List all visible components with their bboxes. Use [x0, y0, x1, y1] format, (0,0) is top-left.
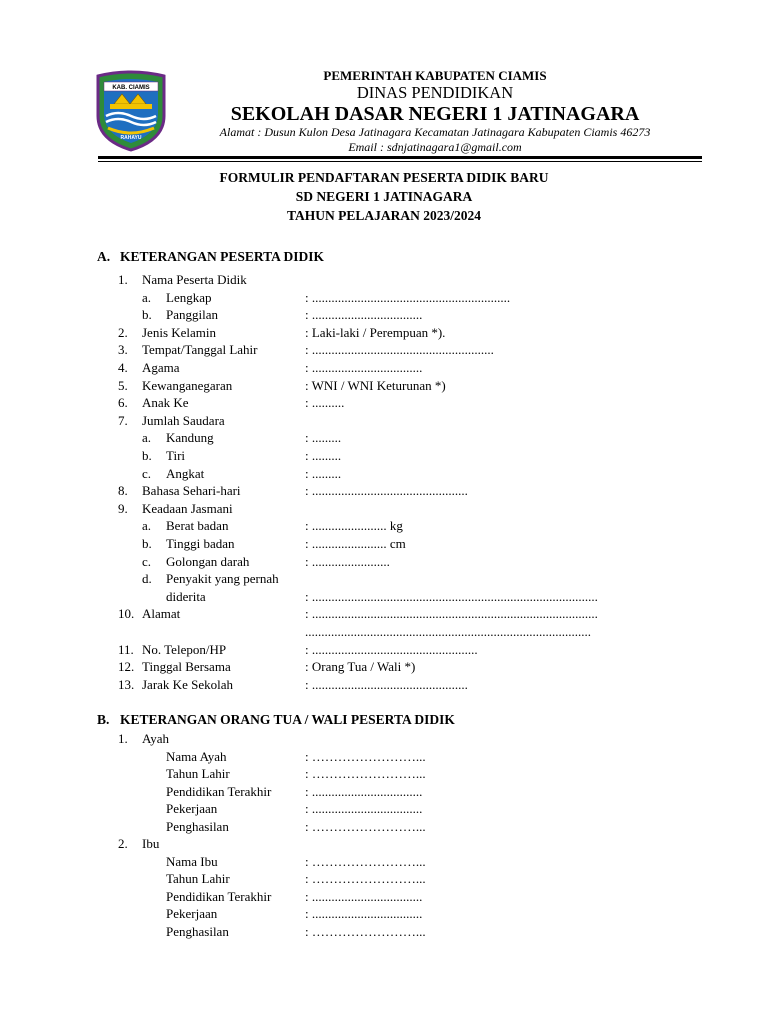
section-title: KETERANGAN ORANG TUA / WALI PESERTA DIDIK — [120, 712, 455, 727]
row-sub-letter: c. — [142, 554, 152, 569]
field-label: Pendidikan Terakhir — [166, 784, 272, 799]
field-label: Alamat — [142, 606, 181, 621]
row-number: 9. — [118, 501, 128, 516]
field-value-blank: : ................................................... — [305, 642, 478, 657]
row-sub-letter: b. — [142, 307, 152, 322]
field-label: Penghasilan — [166, 819, 229, 834]
row-sub-letter: b. — [142, 448, 152, 463]
ciamis-regency-emblem — [96, 70, 166, 152]
field-label: Nama Peserta Didik — [142, 272, 247, 287]
row-number: 5. — [118, 378, 128, 393]
letterhead-thin-rule — [98, 161, 702, 162]
row-sub-letter: d. — [142, 571, 152, 586]
field-value-blank: : ……………………... — [305, 819, 426, 834]
field-label: Golongan darah — [166, 554, 250, 569]
field-label: Lengkap — [166, 290, 212, 305]
row-sub-letter: a. — [142, 290, 152, 305]
svg-text:RAHAYU: RAHAYU — [120, 135, 142, 141]
field-label: Panggilan — [166, 307, 218, 322]
field-value-blank: : .................................. — [305, 784, 423, 799]
row-number: 7. — [118, 413, 128, 428]
field-value-blank: : Orang Tua / Wali *) — [305, 659, 416, 674]
field-value-blank: : .................................. — [305, 801, 423, 816]
field-label: Tiri — [166, 448, 186, 463]
field-label: Agama — [142, 360, 180, 375]
field-value-blank: : .......... — [305, 395, 345, 410]
field-value-blank: ........................................................................................ — [305, 624, 591, 639]
school-email: Email : sdnjatinagara1@gmail.com — [348, 140, 522, 154]
field-label: diderita — [166, 589, 206, 604]
field-value-blank: : ............................................................. — [305, 290, 511, 305]
row-number: 4. — [118, 360, 128, 375]
row-sub-letter: c. — [142, 466, 152, 481]
school-address: Alamat : Dusun Kulon Desa Jatinagara Kecamatan Jatinagara Kabupaten Ciamis 46273 — [219, 125, 651, 139]
section-letter: A. — [97, 249, 111, 264]
row-number: 10. — [118, 606, 135, 621]
field-value-blank: : ....................... cm — [305, 536, 406, 551]
row-number: 1. — [118, 272, 128, 287]
group-number: 1. — [118, 731, 128, 746]
group-label: Ibu — [142, 836, 160, 851]
field-value-blank: : .................................. — [305, 906, 423, 921]
field-label: Jarak Ke Sekolah — [142, 677, 233, 692]
row-number: 12. — [118, 659, 135, 674]
field-value-blank: : .................................. — [305, 307, 423, 322]
field-label: Pendidikan Terakhir — [166, 889, 272, 904]
field-label: Jumlah Saudara — [142, 413, 225, 428]
section-letter: B. — [97, 712, 110, 727]
section-title: KETERANGAN PESERTA DIDIK — [120, 249, 325, 264]
field-value-blank: : ......... — [305, 430, 342, 445]
field-value-blank: : Laki-laki / Perempuan *). — [305, 325, 446, 340]
row-number: 11. — [118, 642, 134, 657]
field-label: Tempat/Tanggal Lahir — [142, 342, 258, 357]
field-label: Tinggi badan — [166, 536, 235, 551]
field-label: Tahun Lahir — [166, 766, 230, 781]
group-number: 2. — [118, 836, 128, 851]
field-value-blank: : ....................... kg — [305, 518, 403, 533]
form-title: FORMULIR PENDAFTARAN PESERTA DIDIK BARU — [219, 170, 549, 185]
government-name: PEMERINTAH KABUPATEN CIAMIS — [323, 68, 547, 83]
form-subtitle-school: SD NEGERI 1 JATINAGARA — [295, 189, 473, 204]
form-subtitle-year: TAHUN PELAJARAN 2023/2024 — [286, 208, 481, 223]
svg-text:KAB. CIAMIS: KAB. CIAMIS — [112, 85, 150, 91]
field-value-blank: : ……………………... — [305, 854, 426, 869]
field-value-blank: : ……………………... — [305, 871, 426, 886]
field-label: Jenis Kelamin — [142, 325, 217, 340]
school-name: SEKOLAH DASAR NEGERI 1 JATINAGARA — [230, 103, 640, 125]
field-label: Tahun Lahir — [166, 871, 230, 886]
field-label: Pekerjaan — [166, 801, 218, 816]
field-label: Angkat — [166, 466, 205, 481]
letterhead-thick-rule — [98, 156, 702, 159]
row-number: 2. — [118, 325, 128, 340]
field-value-blank: : .................................. — [305, 889, 423, 904]
field-label: Anak Ke — [142, 395, 189, 410]
field-value-blank: : ……………………... — [305, 749, 426, 764]
field-label: Penyakit yang pernah — [166, 571, 279, 586]
field-value-blank: : ........................................................................................ — [305, 606, 598, 621]
group-label: Ayah — [142, 731, 169, 746]
field-value-blank: : ........................................................................................ — [305, 589, 598, 604]
field-label: Nama Ayah — [166, 749, 227, 764]
field-label: Keadaan Jasmani — [142, 501, 233, 516]
field-label: Nama Ibu — [166, 854, 218, 869]
row-sub-letter: a. — [142, 518, 152, 533]
field-value-blank: : .................................. — [305, 360, 423, 375]
row-number: 6. — [118, 395, 128, 410]
field-value-blank: : ……………………... — [305, 924, 426, 939]
field-label: Pekerjaan — [166, 906, 218, 921]
field-value-blank: : WNI / WNI Keturunan *) — [305, 378, 446, 393]
field-label: Berat badan — [166, 518, 229, 533]
row-number: 13. — [118, 677, 135, 692]
row-number: 8. — [118, 483, 128, 498]
field-value-blank: : ......... — [305, 448, 342, 463]
field-value-blank: : ......... — [305, 466, 342, 481]
field-label: Kewanganegaran — [142, 378, 233, 393]
row-sub-letter: a. — [142, 430, 152, 445]
field-label: Penghasilan — [166, 924, 229, 939]
field-value-blank: : ................................................ — [305, 677, 468, 692]
field-label: No. Telepon/HP — [142, 642, 227, 657]
row-sub-letter: b. — [142, 536, 152, 551]
field-label: Tinggal Bersama — [142, 659, 231, 674]
field-label: Bahasa Sehari-hari — [142, 483, 241, 498]
field-value-blank: : ........................ — [305, 554, 390, 569]
row-number: 3. — [118, 342, 128, 357]
department-name: DINAS PENDIDIKAN — [356, 83, 514, 102]
field-value-blank: : ........................................................ — [305, 342, 494, 357]
field-value-blank: : ……………………... — [305, 766, 426, 781]
field-value-blank: : ................................................ — [305, 483, 468, 498]
field-label: Kandung — [166, 430, 214, 445]
